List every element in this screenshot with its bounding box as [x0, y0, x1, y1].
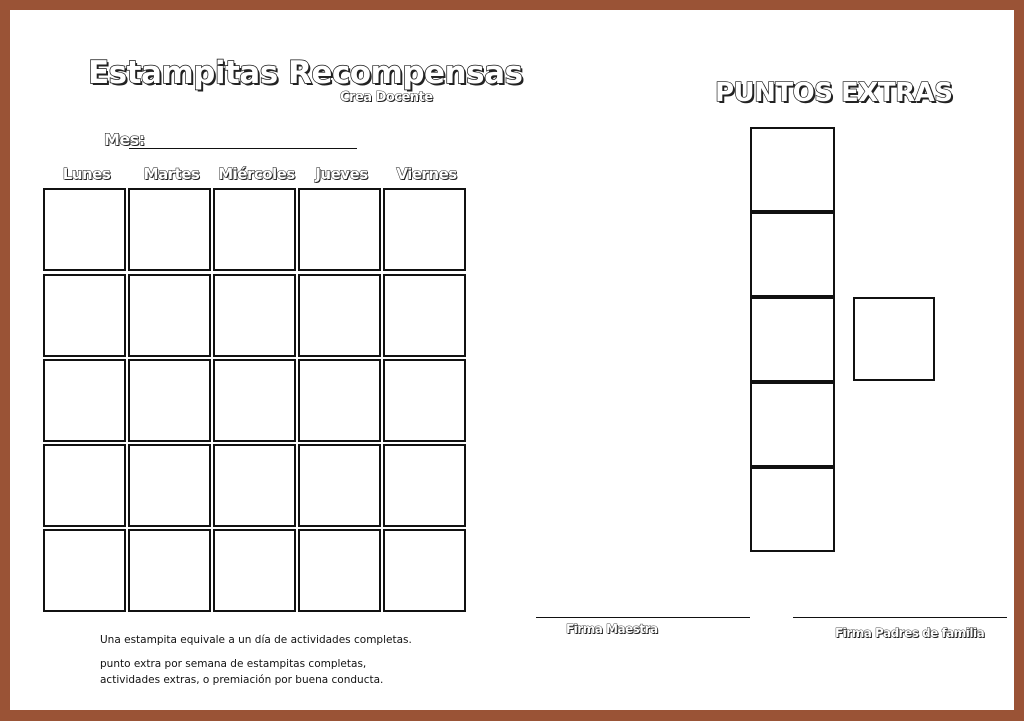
sticker-cell[interactable]	[128, 359, 211, 442]
extra-point-box[interactable]	[750, 467, 835, 552]
sticker-cell[interactable]	[383, 188, 466, 271]
note-line-3: actividades extras, o premiación por buena conducta.	[100, 674, 384, 686]
sticker-cell[interactable]	[213, 359, 296, 442]
teacher-signature-label: Firma Maestra	[566, 622, 658, 636]
sticker-cell[interactable]	[128, 188, 211, 271]
sticker-cell[interactable]	[213, 274, 296, 357]
sticker-cell[interactable]	[43, 444, 126, 527]
sticker-cell[interactable]	[128, 274, 211, 357]
subtitle: Crea Docente	[340, 90, 433, 105]
parents-signature-label: Firma Padres de familia	[835, 626, 985, 640]
sticker-grid	[43, 188, 469, 618]
extra-point-box[interactable]	[750, 297, 835, 382]
day-header-martes: Martes	[143, 165, 200, 183]
sticker-cell[interactable]	[298, 188, 381, 271]
sticker-cell[interactable]	[298, 444, 381, 527]
sticker-cell[interactable]	[128, 529, 211, 612]
sticker-cell[interactable]	[298, 359, 381, 442]
weekday-headers	[44, 165, 468, 187]
sticker-cell[interactable]	[298, 529, 381, 612]
day-header-jueves: Jueves	[315, 165, 368, 183]
extra-points-title: PUNTOS EXTRAS	[715, 78, 953, 108]
extra-point-box[interactable]	[750, 382, 835, 467]
sticker-cell[interactable]	[383, 444, 466, 527]
sticker-cell[interactable]	[43, 188, 126, 271]
worksheet	[10, 10, 1014, 710]
sticker-cell[interactable]	[383, 529, 466, 612]
teacher-signature-line[interactable]	[536, 617, 750, 618]
sticker-cell[interactable]	[43, 529, 126, 612]
month-label: Mes:	[104, 130, 145, 149]
day-header-lunes: Lunes	[62, 165, 111, 183]
sticker-cell[interactable]	[383, 359, 466, 442]
extra-point-box[interactable]	[750, 127, 835, 212]
day-header-miercoles: Miércoles	[218, 165, 295, 183]
sticker-cell[interactable]	[213, 188, 296, 271]
sticker-cell[interactable]	[298, 274, 381, 357]
month-line	[129, 148, 357, 149]
sticker-cell[interactable]	[128, 444, 211, 527]
sticker-cell[interactable]	[383, 274, 466, 357]
sticker-cell[interactable]	[213, 444, 296, 527]
extra-point-box[interactable]	[750, 212, 835, 297]
sticker-cell[interactable]	[213, 529, 296, 612]
sticker-cell[interactable]	[43, 359, 126, 442]
day-header-viernes: Viernes	[396, 165, 457, 183]
note-line-1: Una estampita equivale a un día de actividades completas.	[100, 634, 412, 646]
note-line-2: punto extra por semana de estampitas completas,	[100, 658, 367, 670]
page-title: Estampitas Recompensas	[88, 55, 523, 91]
sticker-cell[interactable]	[43, 274, 126, 357]
bonus-stamp-box[interactable]	[853, 297, 935, 381]
parents-signature-line[interactable]	[793, 617, 1007, 618]
